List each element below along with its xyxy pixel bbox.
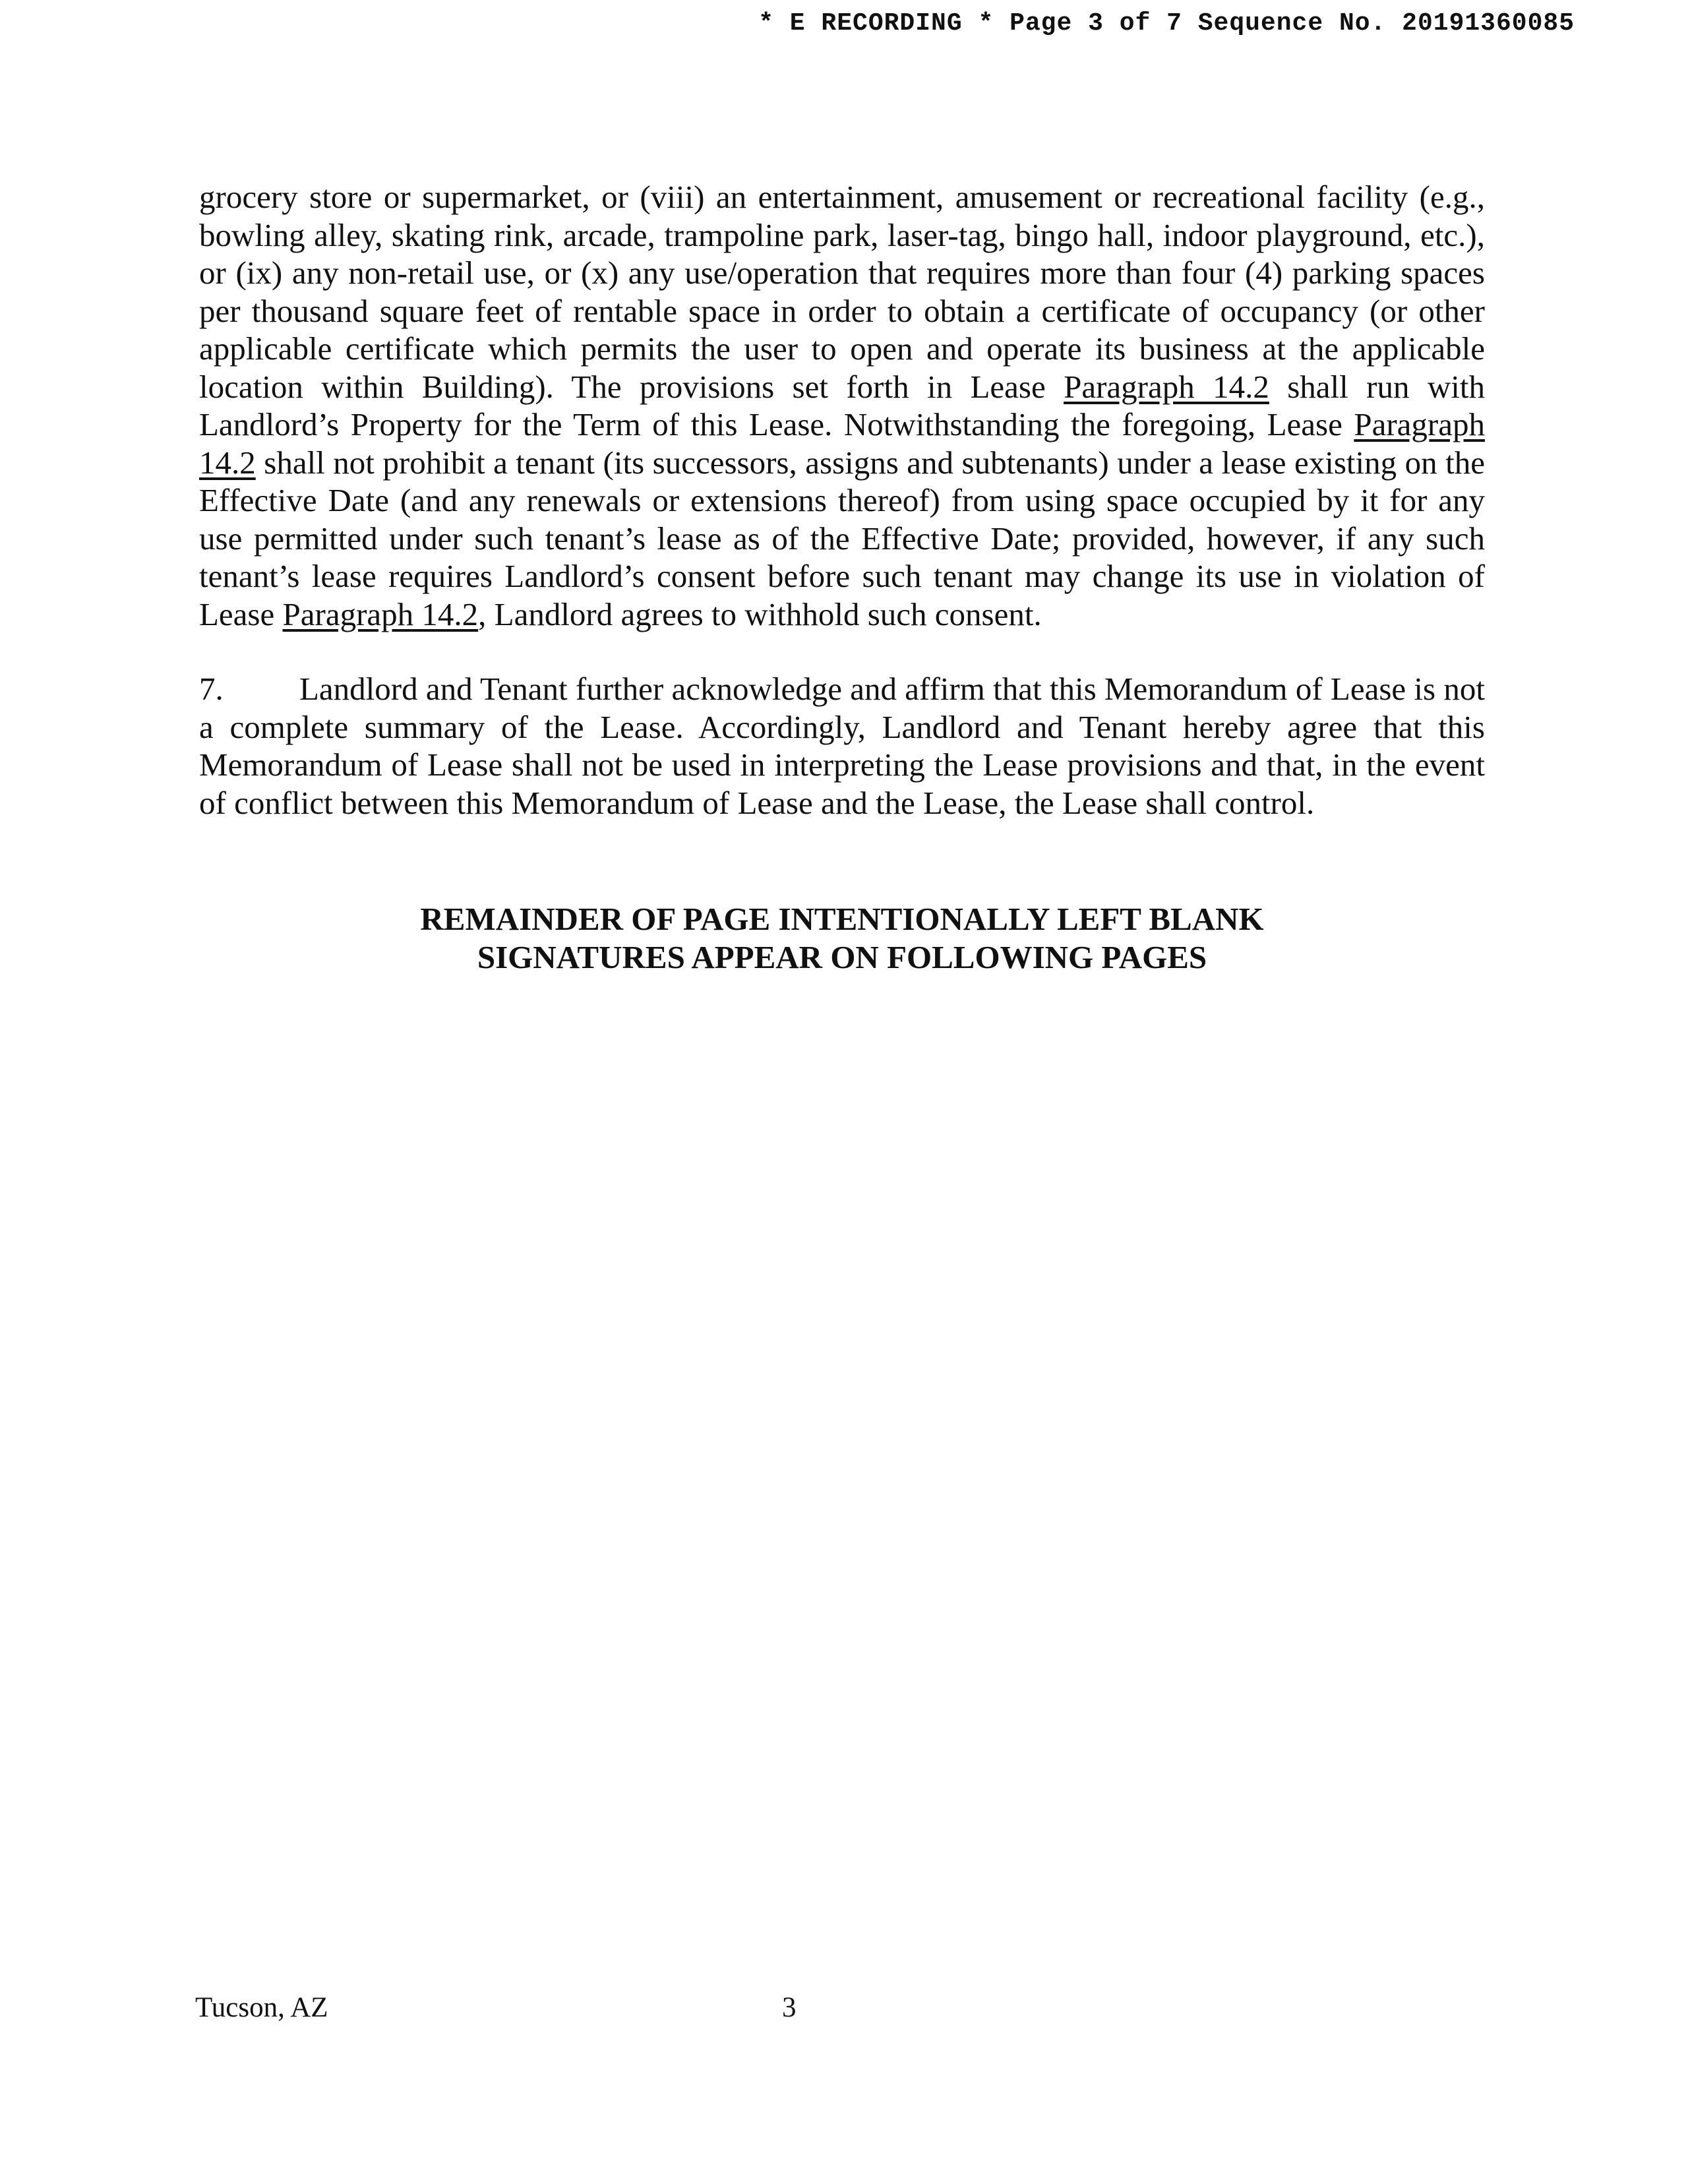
footer-location: Tucson, AZ	[195, 1992, 328, 2023]
footer-page-number: 3	[782, 1992, 797, 2023]
notice-line-1: REMAINDER OF PAGE INTENTIONALLY LEFT BLANK	[420, 901, 1264, 937]
paragraph-text-segment: shall not prohibit a tenant (its successors, assigns and subtenants) under a lease existing on the Effective Date (and any renewals or extensions thereof) from using space occupied by it for any use permitted under such tenant’s lease as of the Effective Date; provided, however, if any such tenant’s lease requires Landlord’s consent before such tenant may change its use in violation of Lease	[199, 444, 1485, 632]
paragraph-reference: Paragraph 14.2	[1064, 368, 1269, 405]
paragraph-7-text: Landlord and Tenant further acknowledge and affirm that this Memorandum of Lease is not a complete summary of the Lease. Accordingly, Landlord and Tenant hereby agree that this Memorandum of Lease shall not be used in interpreting the Lease provisions and that, in the event of conflict between this Memorandum of Lease and the Lease, the Lease shall control.	[199, 671, 1485, 821]
paragraph-text-segment: , Landlord agrees to withhold such consent.	[478, 595, 1042, 632]
paragraph-number: 7.	[199, 671, 224, 707]
continuation-paragraph	[199, 178, 1485, 633]
paragraph-7	[199, 670, 1485, 822]
paragraph-text-segment: grocery store or supermarket, or (viii) an entertainment, amusement or recreational facility (e.g., bowling alley, skating rink, arcade, trampoline park, laser-tag, bingo hall, indoor playground, etc.), or (ix) any non-retail use, or (x) any use/operation that requires more than four (4) parking spaces per thousand square feet of rentable space in order to obtain a certificate of occupancy (or other applicable certificate which permits the user to open and operate its business at the applicable location within Building). The provisions set forth in Lease	[199, 179, 1485, 405]
notice-line-2: SIGNATURES APPEAR ON FOLLOWING PAGES	[477, 939, 1207, 975]
paragraph-reference: Paragraph 14.2	[282, 595, 479, 632]
paragraph-reference: Paragraph 14.2	[199, 406, 1485, 481]
blank-page-notice	[199, 900, 1485, 977]
recording-header: * E RECORDING * Page 3 of 7 Sequence No. 20191360085	[758, 9, 1575, 38]
paragraph-text-segment: shall run with Landlord’s Property for the Term of this Lease. Notwithstanding the foregoing, Lease	[199, 368, 1485, 442]
